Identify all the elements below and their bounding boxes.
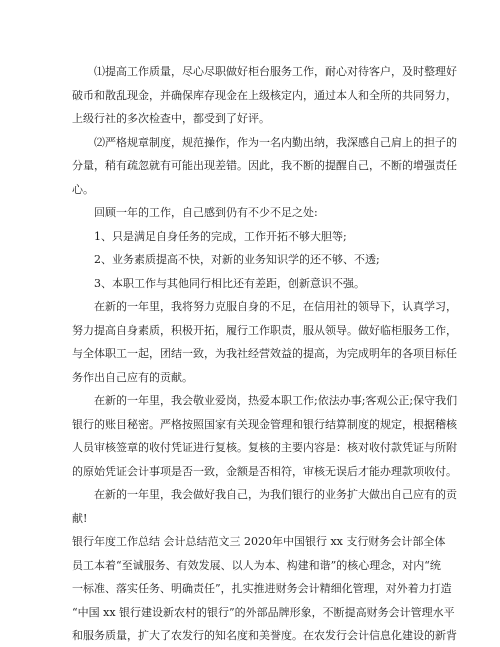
text-line: “中国 xx 银行建设新农村的银行”的外部品牌形象，不断提高财务会计管理水平	[72, 606, 455, 619]
text-line: 与全体职工一起，团结一致，为我社经营效益的提高，为完成明年的各项目标任	[72, 347, 457, 360]
text-line: 一标准、落实任务、明确责任”，扎实推进财务会计精细化管理，对外着力打造	[72, 582, 452, 595]
text-line: 在新的一年里，我会敬业爱岗，热爱本职工作;依法办事;客观公正;保守我们	[94, 394, 458, 407]
text-line: 上级行社的多次检查中，都受到了好评。	[72, 112, 270, 125]
text-line: 银行的账目秘密。严格按照国家有关现金管理和银行结算制度的规定，根据稽核	[72, 418, 457, 431]
text-line: 献!	[72, 512, 88, 525]
text-line: 心。	[72, 183, 94, 196]
text-line: 银行年度工作总结 会计总结范文三 2020年中国银行 xx 支行财务会计部全体	[72, 535, 446, 548]
list-item: 1、只是满足自身任务的完成，工作开拓不够大胆等;	[94, 230, 347, 243]
text-line: ⑴提高工作质量，尽心尽职做好柜台服务工作，耐心对待客户，及时整理好	[94, 65, 457, 78]
text-line: 破币和散乱现金，并确保库存现金在上级核定内，通过本人和全所的共同努力，	[72, 89, 457, 102]
text-line: 在新的一年里，我会做好我自己，为我们银行的业务扩大做出自己应有的贡	[94, 488, 457, 501]
text-line: ⑵严格规章制度，规范操作，作为一名内勤出纳，我深感自己肩上的担子的	[94, 136, 457, 149]
text-line: 员工本着“至诚服务、有效发展、以人为本、构建和谐”的核心理念，对内“统	[72, 559, 441, 572]
text-line: 分量，稍有疏忽就有可能出现差错。因此，我不断的提醒自己，不断的增强责任	[72, 159, 457, 172]
text-line: 回顾一年的工作，自己感到仍有不少不足之处:	[94, 206, 318, 219]
text-line: 和服务质量，扩大了农发行的知名度和美誉度。在农发行会计信息化建设的新背	[72, 629, 457, 642]
list-item: 3、本职工作与其他同行相比还有差距，创新意识不强。	[94, 277, 365, 290]
list-item: 2、业务素质提高不快，对新的业务知识学的还不够、不透;	[94, 253, 380, 266]
text-line: 努力提高自身素质，积极开拓，履行工作职责，服从领导。做好临柜服务工作，	[72, 324, 457, 337]
text-line: 的原始凭证会计事项是否一致，金额是否相符，审核无误后才能办理款项收付。	[72, 465, 457, 478]
text-line: 人员审核签章的收付凭证进行复核。复核的主要内容是：核对收付款凭证与所附	[72, 441, 457, 454]
text-line: 在新的一年里，我将努力克服自身的不足，在信用社的领导下，认真学习，	[94, 300, 457, 313]
text-line: 务作出自己应有的贡献。	[72, 371, 193, 384]
